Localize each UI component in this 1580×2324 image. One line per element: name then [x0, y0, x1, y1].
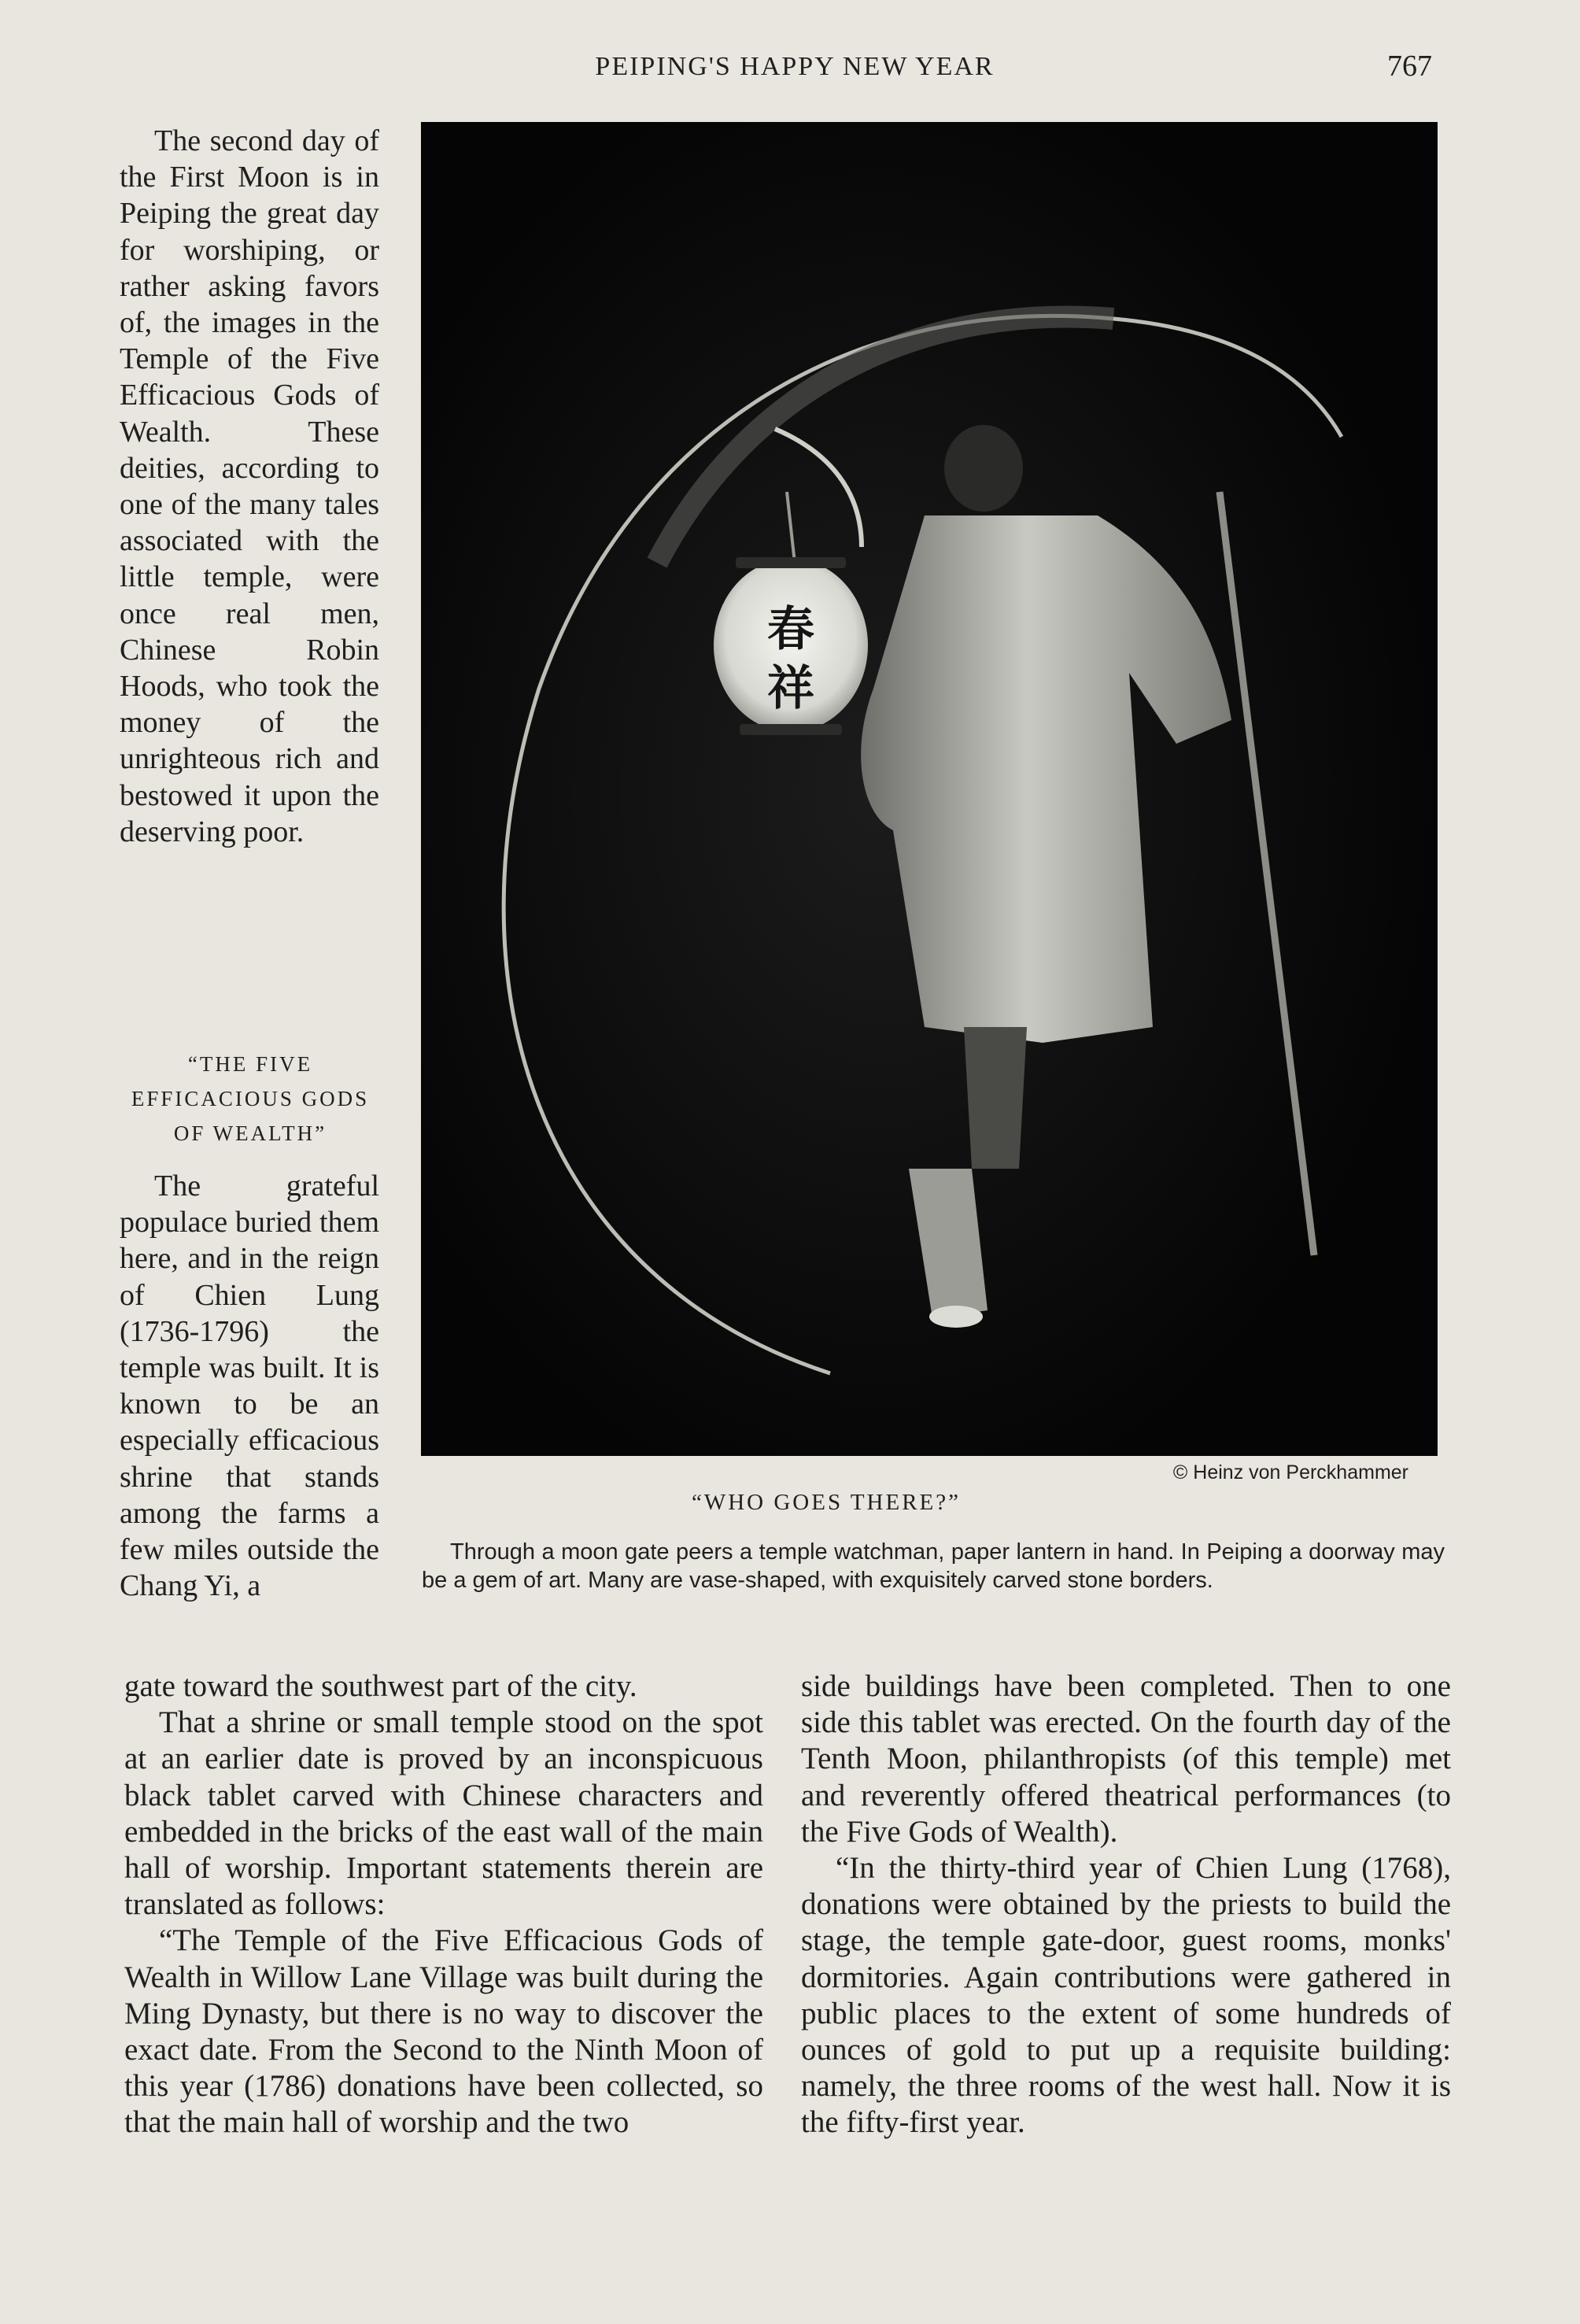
photo-illustration — [421, 122, 1438, 1456]
watchman-legs — [964, 1027, 1027, 1169]
narrow-column-bottom — [120, 1168, 379, 1604]
watchman-head — [944, 425, 1023, 512]
running-title: PEIPING'S HAPPY NEW YEAR — [595, 52, 995, 81]
left-paragraph-1: That a shrine or small temple stood on the spot at an earlier date is proved by an inconspicuous black tablet carved with Chinese characters and embedded in the bricks of the east wall of the main hall of worship. Important statements therein are translated as follows: — [124, 1705, 763, 1922]
narrow-paragraph-1: The second day of the First Moon is in Peiping the great day for worshiping, or rather asking favors of, the images in the Temple of the Five Efficacious Gods of Wealth. These deities, according to one of the many tales associated with the little temple, were once real men, Chinese Robin Hoods, who took the money of the unrighteous rich and bestowed it upon the deserving poor. — [120, 124, 379, 848]
right-paragraph-2: “In the thirty-third year of Chien Lung (1768), donations were obtained by the priests to build the stage, the temple gate-door, guest rooms, monks' dormitories. Again contributions were gathered in public places to the extent of some hundreds of ounces of gold to put up a requisite building: namely, the three rooms of the west hall. Now it is the fifty-first year. — [801, 1851, 1451, 2140]
section-subheading: “THE FIVE EFFICACIOUS GODS OF WEALTH” — [131, 1052, 370, 1145]
lantern-character-2: 祥 — [767, 661, 814, 716]
narrow-paragraph-2: The grateful populace buried them here, and in the reign of Chien Lung (1736-1796) the temple was built. It is known to be an especially efficacious shrine that stands among the farms a few miles outside the Chang Yi, a — [120, 1169, 379, 1603]
narrow-column-top — [120, 123, 379, 850]
lantern-top-rim — [736, 557, 846, 568]
right-paragraph-1: side buildings have been completed. Then to one side this tablet was erected. On the fourth day of the Tenth Moon, philanthropists (of this temple) met and reverently offered theatrical performances (to the Five Gods of Wealth). — [801, 1669, 1451, 1849]
left-paragraph-2: “The Temple of the Five Efficacious Gods of Wealth in Willow Lane Village was built during the Ming Dynasty, but there is no way to discover the exact date. From the Second to the Ninth Moon of this year (1786) donations have been collected, so that the main hall of worship and the two — [124, 1923, 763, 2140]
right-column — [801, 1668, 1451, 2141]
left-column — [124, 1668, 763, 2141]
lantern-bottom-rim — [740, 724, 842, 735]
lantern-character-1: 春 — [767, 602, 814, 657]
photograph — [421, 122, 1438, 1456]
page-number: 767 — [1387, 50, 1432, 83]
photo-credit: © Heinz von Perckhammer — [1172, 1461, 1408, 1483]
caption-body — [422, 1538, 1445, 1594]
caption-title: “WHO GOES THERE?” — [691, 1490, 961, 1515]
left-continuation: gate toward the southwest part of the city. — [124, 1669, 637, 1703]
caption-text: Through a moon gate peers a temple watchman, paper lantern in hand. In Peiping a doorway may be a gem of art. Many are vase-shaped, with exquisitely carved stone borders. — [422, 1539, 1445, 1593]
watchman-shoe — [929, 1306, 983, 1328]
